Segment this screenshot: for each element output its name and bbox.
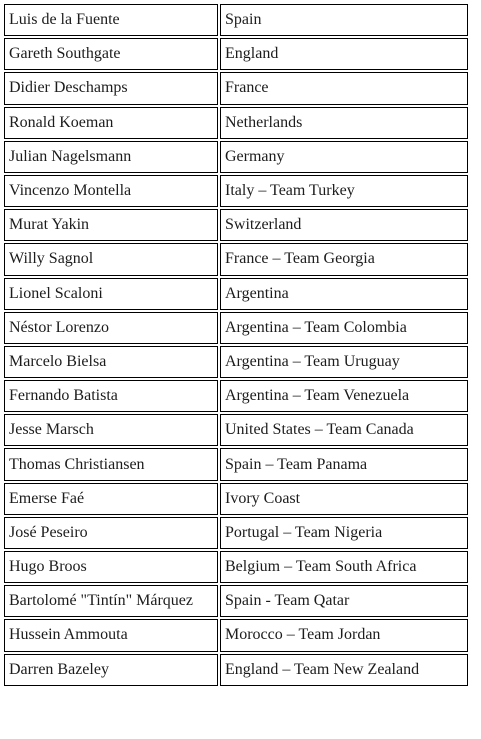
table-row (4, 517, 468, 549)
nationality-cell: Argentina – Team Venezuela (220, 380, 468, 412)
nationality-cell: Morocco – Team Jordan (220, 619, 468, 651)
nationality-cell: Ivory Coast (220, 483, 468, 515)
table-row (4, 414, 468, 446)
coach-name-cell: Vincenzo Montella (4, 175, 218, 207)
table-row (4, 243, 468, 275)
nationality-cell: Switzerland (220, 209, 468, 241)
coach-name-cell: Fernando Batista (4, 380, 218, 412)
table-row (4, 141, 468, 173)
table-row (4, 278, 468, 310)
coach-name-cell: Gareth Southgate (4, 38, 218, 70)
coach-name-cell: Emerse Faé (4, 483, 218, 515)
table-row (4, 483, 468, 515)
table-row (4, 312, 468, 344)
nationality-cell: Spain – Team Panama (220, 448, 468, 480)
table-row (4, 346, 468, 378)
table-row (4, 4, 468, 36)
nationality-cell: England – Team New Zealand (220, 654, 468, 686)
coach-name-cell: Hussein Ammouta (4, 619, 218, 651)
nationality-cell: England (220, 38, 468, 70)
coach-name-cell: Ronald Koeman (4, 107, 218, 139)
table-row (4, 551, 468, 583)
coach-name-cell: Julian Nagelsmann (4, 141, 218, 173)
coach-name-cell: Lionel Scaloni (4, 278, 218, 310)
nationality-cell: Argentina – Team Uruguay (220, 346, 468, 378)
table-row (4, 72, 468, 104)
nationality-cell: Netherlands (220, 107, 468, 139)
table-row (4, 38, 468, 70)
coach-name-cell: Luis de la Fuente (4, 4, 218, 36)
table-row (4, 175, 468, 207)
nationality-cell: Spain - Team Qatar (220, 585, 468, 617)
nationality-cell: Germany (220, 141, 468, 173)
table-row (4, 448, 468, 480)
nationality-cell: France – Team Georgia (220, 243, 468, 275)
nationality-cell: Belgium – Team South Africa (220, 551, 468, 583)
nationality-cell: Portugal – Team Nigeria (220, 517, 468, 549)
coach-name-cell: Hugo Broos (4, 551, 218, 583)
nationality-cell: Argentina (220, 278, 468, 310)
coach-name-cell: Willy Sagnol (4, 243, 218, 275)
coach-name-cell: Jesse Marsch (4, 414, 218, 446)
table-row (4, 585, 468, 617)
nationality-cell: United States – Team Canada (220, 414, 468, 446)
nationality-cell: Argentina – Team Colombia (220, 312, 468, 344)
nationality-cell: France (220, 72, 468, 104)
coach-name-cell: Didier Deschamps (4, 72, 218, 104)
coach-name-cell: Thomas Christiansen (4, 448, 218, 480)
coach-name-cell: Néstor Lorenzo (4, 312, 218, 344)
coach-name-cell: Murat Yakin (4, 209, 218, 241)
coach-name-cell: Marcelo Bielsa (4, 346, 218, 378)
nationality-cell: Italy – Team Turkey (220, 175, 468, 207)
coach-name-cell: Darren Bazeley (4, 654, 218, 686)
coach-name-cell: José Peseiro (4, 517, 218, 549)
coach-nationality-table (2, 2, 470, 688)
table-body (4, 4, 468, 686)
table-row (4, 380, 468, 412)
coach-name-cell: Bartolomé "Tintín" Márquez (4, 585, 218, 617)
table-row (4, 654, 468, 686)
table-row (4, 619, 468, 651)
table-row (4, 107, 468, 139)
nationality-cell: Spain (220, 4, 468, 36)
coach-table-container (4, 4, 466, 688)
table-row (4, 209, 468, 241)
